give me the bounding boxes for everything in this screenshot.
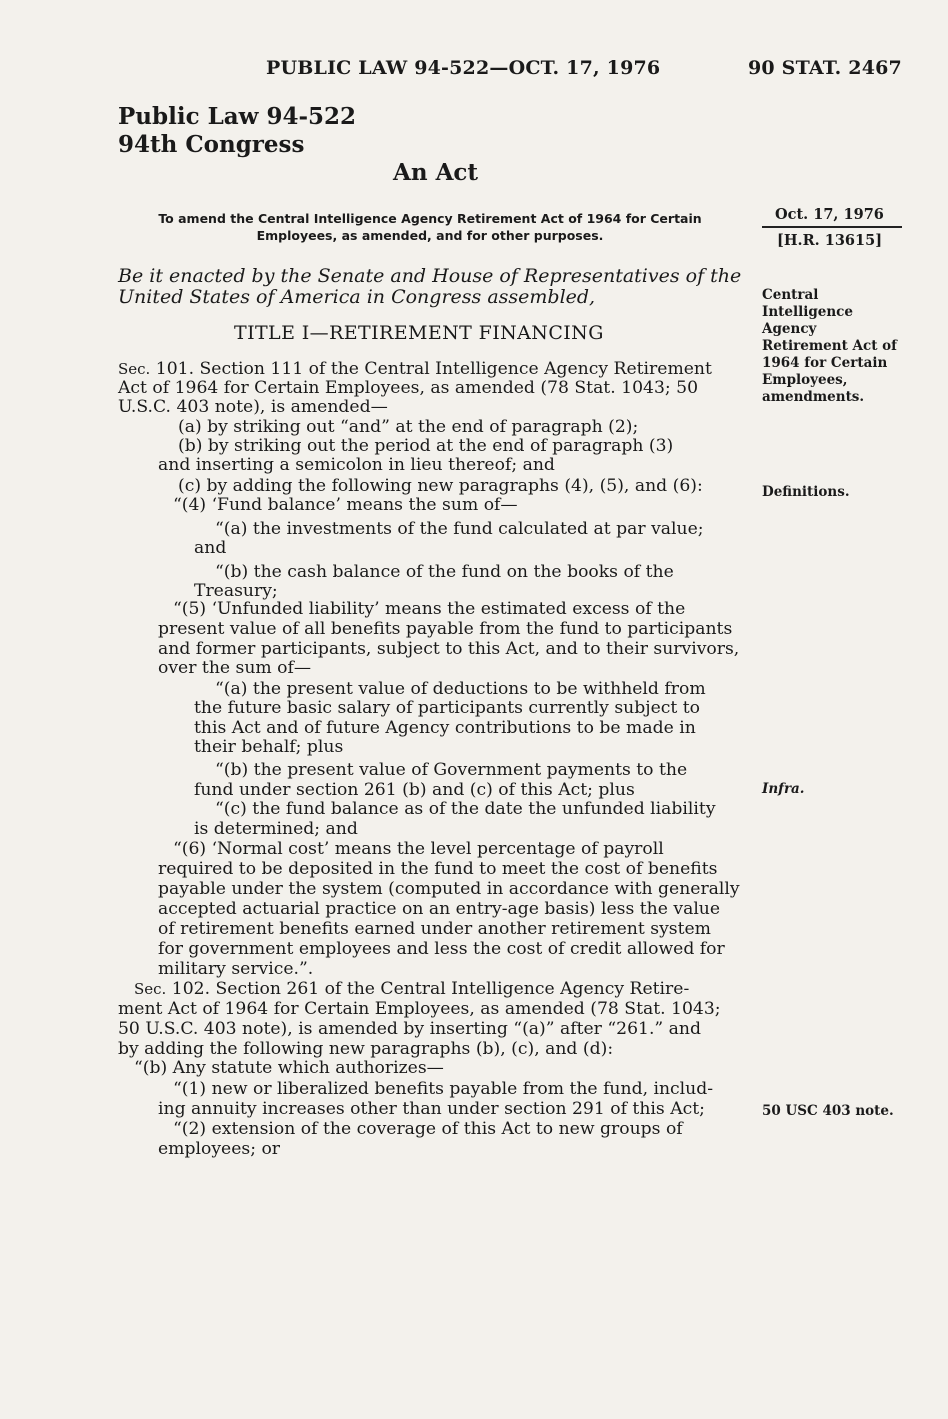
para-5c-line-1: “(c) the fund balance as of the date the unfunded liability [215, 799, 716, 819]
margin-note-definitions: Definitions. [762, 484, 850, 500]
sec-101-line-1: Sec. 101. Section 111 of the Central Intelligence Agency Retirement [118, 359, 712, 379]
para-5a-line-1: “(a) the present value of deductions to be withheld from [215, 679, 706, 699]
para-6-line-5: of retirement benefits earned under another retirement system [158, 919, 711, 939]
para-5a-line-3: this Act and of future Agency contributions to be made in [194, 718, 696, 738]
para-4a-line-2: and [194, 538, 227, 558]
para-5a-line-4: their behalf; plus [194, 737, 344, 757]
sec-101-line-2: Act of 1964 for Certain Employees, as amended (78 Stat. 1043; 50 [118, 378, 699, 398]
para-4b-line-1: “(b) the cash balance of the fund on the books of the [215, 562, 674, 582]
para-4a-line-1: “(a) the investments of the fund calculated at par value; [215, 519, 704, 539]
stat-page-number: 90 STAT. 2467 [748, 57, 902, 79]
para-5b-line-1: “(b) the present value of Government payments to the [215, 760, 688, 780]
sec-101-item-b-line-2: and inserting a semicolon in lieu thereof; and [158, 455, 555, 475]
para-6-line-4: accepted actuarial practice on an entry-age basis) less the value [158, 899, 721, 919]
margin-note-short-title: Central Intelligence Agency Retirement Act of 1964 for Certain Employees, amendments. [762, 287, 897, 405]
para-b2-line-1: “(2) extension of the coverage of this Act to new groups of [173, 1119, 683, 1139]
para-6-line-3: payable under the system (computed in accordance with generally [158, 879, 740, 899]
running-head: PUBLIC LAW 94-522—OCT. 17, 1976 [266, 57, 661, 79]
para-5-line-3: and former participants, subject to this Act, and to their survivors, [158, 639, 740, 659]
para-b2-line-2: employees; or [158, 1139, 281, 1159]
para-5b-line-2: fund under section 261 (b) and (c) of this Act; plus [194, 780, 635, 800]
sec-102-line-2: ment Act of 1964 for Certain Employees, as amended (78 Stat. 1043; [118, 999, 721, 1019]
public-law-number: Public Law 94-522 [118, 103, 357, 130]
para-6-line-7: military service.”. [158, 959, 314, 979]
sec-101-item-c: (c) by adding the following new paragraphs (4), (5), and (6): [178, 476, 703, 496]
para-6-line-1: “(6) ‘Normal cost’ means the level percentage of payroll [173, 839, 664, 859]
sec-101-item-b-line-1: (b) by striking out the period at the end of paragraph (3) [178, 436, 674, 456]
margin-date: Oct. 17, 1976 [775, 206, 884, 223]
margin-note-infra: Infra. [762, 781, 805, 797]
act-heading: An Act [393, 159, 479, 186]
sec-102-line-4: by adding the following new paragraphs (b), (c), and (d): [118, 1039, 614, 1059]
sec-102-line-1: Sec. 102. Section 261 of the Central Intelligence Agency Retire- [134, 979, 690, 999]
title-heading: TITLE I—RETIREMENT FINANCING [234, 322, 604, 344]
para-b1-line-2: ing annuity increases other than under section 291 of this Act; [158, 1099, 705, 1119]
para-6-line-2: required to be deposited in the fund to meet the cost of benefits [158, 859, 718, 879]
sec-101-item-a: (a) by striking out “and” at the end of paragraph (2); [178, 417, 639, 437]
para-5-line-1: “(5) ‘Unfunded liability’ means the estimated excess of the [173, 599, 686, 619]
para-5-line-4: over the sum of— [158, 658, 312, 678]
para-4-heading: “(4) ‘Fund balance’ means the sum of— [173, 495, 518, 515]
margin-note-usc: 50 USC 403 note. [762, 1103, 894, 1119]
para-4b-line-2: Treasury; [194, 581, 278, 601]
enacting-clause-line-1: Be it enacted by the Senate and House of Representatives of the [118, 265, 742, 287]
para-6-line-6: for government employees and less the cost of credit allowed for [158, 939, 725, 959]
para-5a-line-2: the future basic salary of participants currently subject to [194, 698, 700, 718]
para-b1-line-1: “(1) new or liberalized benefits payable from the fund, includ- [173, 1079, 714, 1099]
para-b-heading: “(b) Any statute which authorizes— [134, 1058, 444, 1078]
enacting-clause-line-2: United States of America in Congress assembled, [118, 286, 596, 308]
congress-number: 94th Congress [118, 131, 305, 158]
sec-101-line-3: U.S.C. 403 note), is amended— [118, 397, 388, 417]
purpose-line-2: Employees, as amended, and for other purposes. [256, 228, 604, 243]
margin-bill-number: [H.R. 13615] [777, 232, 883, 249]
sec-102-line-3: 50 U.S.C. 403 note), is amended by inserting “(a)” after “261.” and [118, 1019, 701, 1039]
para-5-line-2: present value of all benefits payable from the fund to participants [158, 619, 733, 639]
para-5c-line-2: is determined; and [194, 819, 358, 839]
purpose-line-1: To amend the Central Intelligence Agency Retirement Act of 1964 for Certain [158, 211, 702, 226]
margin-rule [762, 226, 902, 228]
